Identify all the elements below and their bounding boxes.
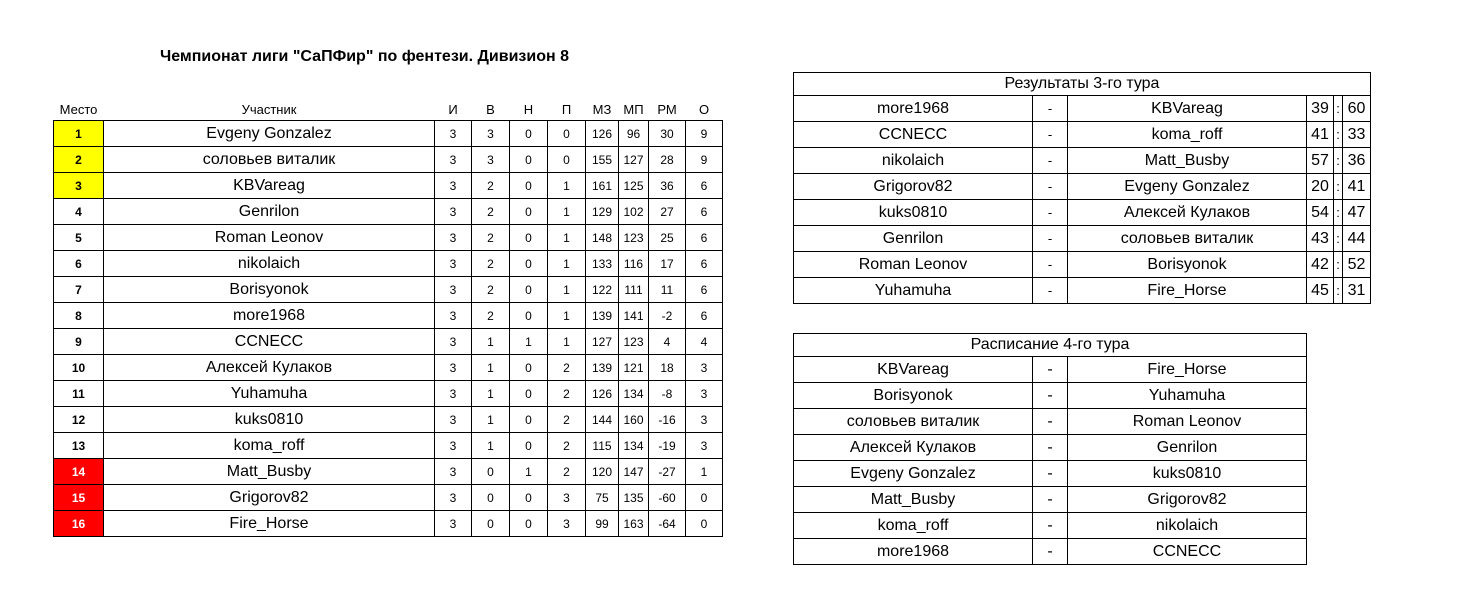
home-team: nikolaich (794, 148, 1033, 174)
draws-cell: 0 (510, 225, 548, 251)
dash-separator: - (1033, 539, 1068, 565)
scored-cell: 120 (586, 459, 619, 485)
away-score: 41 (1343, 174, 1371, 200)
losses-cell: 0 (548, 121, 586, 147)
losses-cell: 3 (548, 511, 586, 537)
participant-name: Genrilon (104, 199, 435, 225)
standings-row (54, 121, 723, 147)
scored-cell: 139 (586, 355, 619, 381)
conceded-cell: 147 (619, 459, 649, 485)
games-cell: 3 (435, 329, 472, 355)
header-points: О (698, 101, 710, 117)
wins-cell: 1 (472, 407, 510, 433)
difference-cell: -19 (649, 433, 686, 459)
away-team: Fire_Horse (1068, 278, 1307, 304)
home-team: соловьев виталик (794, 409, 1033, 435)
home-score: 43 (1307, 226, 1334, 252)
draws-cell: 0 (510, 173, 548, 199)
results-title: Результаты 3-го тура (794, 73, 1371, 96)
games-cell: 3 (435, 381, 472, 407)
standings-row (54, 147, 723, 173)
difference-cell: 11 (649, 277, 686, 303)
standings-table (53, 98, 723, 537)
points-cell: 3 (686, 355, 723, 381)
conceded-cell: 96 (619, 121, 649, 147)
away-team: KBVareag (1068, 96, 1307, 122)
result-row (794, 96, 1371, 122)
draws-cell: 0 (510, 433, 548, 459)
score-colon: : (1334, 200, 1343, 226)
home-team: kuks0810 (794, 200, 1033, 226)
wins-cell: 2 (472, 277, 510, 303)
losses-cell: 3 (548, 485, 586, 511)
points-cell: 6 (686, 251, 723, 277)
away-score: 33 (1343, 122, 1371, 148)
games-cell: 3 (435, 121, 472, 147)
participant-name: соловьев виталик (104, 147, 435, 173)
schedule-row (794, 357, 1307, 383)
conceded-cell: 121 (619, 355, 649, 381)
points-cell: 4 (686, 329, 723, 355)
away-team: Grigorov82 (1068, 487, 1307, 513)
dash-separator: - (1033, 513, 1068, 539)
difference-cell: 28 (649, 147, 686, 173)
difference-cell: -27 (649, 459, 686, 485)
draws-cell: 0 (510, 381, 548, 407)
away-team: Evgeny Gonzalez (1068, 174, 1307, 200)
standings-row (54, 277, 723, 303)
conceded-cell: 102 (619, 199, 649, 225)
wins-cell: 0 (472, 459, 510, 485)
place-cell: 4 (54, 199, 104, 225)
points-cell: 0 (686, 511, 723, 537)
conceded-cell: 111 (619, 277, 649, 303)
schedule-title: Расписание 4-го тура (794, 334, 1307, 357)
dash-separator: - (1033, 148, 1068, 174)
conceded-cell: 134 (619, 433, 649, 459)
schedule-row (794, 539, 1307, 565)
away-score: 60 (1343, 96, 1371, 122)
header-scored: МЗ (592, 101, 612, 117)
games-cell: 3 (435, 355, 472, 381)
draws-cell: 0 (510, 199, 548, 225)
conceded-cell: 141 (619, 303, 649, 329)
home-score: 42 (1307, 252, 1334, 278)
games-cell: 3 (435, 407, 472, 433)
place-cell: 12 (54, 407, 104, 433)
home-team: Borisyonok (794, 383, 1033, 409)
header-wins: В (486, 101, 495, 117)
away-team: соловьев виталик (1068, 226, 1307, 252)
header-draws: Н (523, 101, 534, 117)
away-team: nikolaich (1068, 513, 1307, 539)
away-team: kuks0810 (1068, 461, 1307, 487)
conceded-cell: 127 (619, 147, 649, 173)
scored-cell: 122 (586, 277, 619, 303)
difference-cell: 18 (649, 355, 686, 381)
conceded-cell: 160 (619, 407, 649, 433)
result-row (794, 122, 1371, 148)
points-cell: 0 (686, 485, 723, 511)
points-cell: 9 (686, 121, 723, 147)
header-games: И (448, 101, 458, 117)
games-cell: 3 (435, 251, 472, 277)
schedule-row (794, 383, 1307, 409)
losses-cell: 1 (548, 329, 586, 355)
home-team: Evgeny Gonzalez (794, 461, 1033, 487)
schedule-row (794, 487, 1307, 513)
games-cell: 3 (435, 277, 472, 303)
draws-cell: 0 (510, 407, 548, 433)
standings-row (54, 511, 723, 537)
wins-cell: 1 (472, 381, 510, 407)
score-colon: : (1334, 96, 1343, 122)
standings-row (54, 433, 723, 459)
schedule-title-row (794, 334, 1307, 357)
scored-cell: 144 (586, 407, 619, 433)
schedule-row (794, 461, 1307, 487)
games-cell: 3 (435, 225, 472, 251)
away-score: 52 (1343, 252, 1371, 278)
scored-cell: 127 (586, 329, 619, 355)
standings-row (54, 303, 723, 329)
losses-cell: 2 (548, 407, 586, 433)
participant-name: Fire_Horse (104, 511, 435, 537)
result-row (794, 148, 1371, 174)
away-team: Matt_Busby (1068, 148, 1307, 174)
standings-row (54, 173, 723, 199)
schedule-row (794, 513, 1307, 539)
participant-name: Roman Leonov (104, 225, 435, 251)
participant-name: kuks0810 (104, 407, 435, 433)
participant-name: CCNECC (104, 329, 435, 355)
away-team: Yuhamuha (1068, 383, 1307, 409)
home-team: koma_roff (794, 513, 1033, 539)
points-cell: 6 (686, 199, 723, 225)
dash-separator: - (1033, 174, 1068, 200)
score-colon: : (1334, 148, 1343, 174)
schedule-row (794, 409, 1307, 435)
difference-cell: 27 (649, 199, 686, 225)
difference-cell: -60 (649, 485, 686, 511)
participant-name: Evgeny Gonzalez (104, 121, 435, 147)
dash-separator: - (1033, 435, 1068, 461)
standings-row (54, 329, 723, 355)
place-cell: 7 (54, 277, 104, 303)
wins-cell: 3 (472, 147, 510, 173)
home-team: Yuhamuha (794, 278, 1033, 304)
games-cell: 3 (435, 485, 472, 511)
dash-separator: - (1033, 122, 1068, 148)
dash-separator: - (1033, 461, 1068, 487)
participant-name: Grigorov82 (104, 485, 435, 511)
difference-cell: 25 (649, 225, 686, 251)
home-team: KBVareag (794, 357, 1033, 383)
difference-cell: 17 (649, 251, 686, 277)
place-cell: 5 (54, 225, 104, 251)
scored-cell: 139 (586, 303, 619, 329)
away-team: Алексей Кулаков (1068, 200, 1307, 226)
away-score: 36 (1343, 148, 1371, 174)
draws-cell: 0 (510, 355, 548, 381)
wins-cell: 0 (472, 511, 510, 537)
home-team: Genrilon (794, 226, 1033, 252)
round-3-results-table (793, 72, 1371, 304)
home-score: 39 (1307, 96, 1334, 122)
home-score: 57 (1307, 148, 1334, 174)
wins-cell: 2 (472, 173, 510, 199)
wins-cell: 1 (472, 433, 510, 459)
place-cell: 9 (54, 329, 104, 355)
participant-name: KBVareag (104, 173, 435, 199)
difference-cell: 4 (649, 329, 686, 355)
home-team: CCNECC (794, 122, 1033, 148)
standings-row (54, 381, 723, 407)
scored-cell: 155 (586, 147, 619, 173)
home-team: more1968 (794, 539, 1033, 565)
wins-cell: 3 (472, 121, 510, 147)
results-title-row (794, 73, 1371, 96)
conceded-cell: 123 (619, 225, 649, 251)
home-team: more1968 (794, 96, 1033, 122)
wins-cell: 2 (472, 225, 510, 251)
losses-cell: 2 (548, 381, 586, 407)
scored-cell: 148 (586, 225, 619, 251)
losses-cell: 1 (548, 303, 586, 329)
difference-cell: -64 (649, 511, 686, 537)
scored-cell: 126 (586, 121, 619, 147)
standings-row (54, 485, 723, 511)
standings-row (54, 407, 723, 433)
home-score: 41 (1307, 122, 1334, 148)
standings-row (54, 459, 723, 485)
losses-cell: 1 (548, 277, 586, 303)
result-row (794, 278, 1371, 304)
draws-cell: 1 (510, 459, 548, 485)
draws-cell: 0 (510, 485, 548, 511)
standings-row (54, 225, 723, 251)
header-place: Место (59, 101, 98, 117)
losses-cell: 1 (548, 225, 586, 251)
page-title: Чемпионат лиги "СаПФир" по фентези. Дивизион 8 (160, 48, 569, 65)
standings-row (54, 199, 723, 225)
draws-cell: 0 (510, 303, 548, 329)
games-cell: 3 (435, 511, 472, 537)
away-score: 44 (1343, 226, 1371, 252)
points-cell: 9 (686, 147, 723, 173)
result-row (794, 252, 1371, 278)
home-team: Grigorov82 (794, 174, 1033, 200)
draws-cell: 0 (510, 121, 548, 147)
dash-separator: - (1033, 226, 1068, 252)
difference-cell: -2 (649, 303, 686, 329)
losses-cell: 1 (548, 251, 586, 277)
result-row (794, 200, 1371, 226)
away-team: Genrilon (1068, 435, 1307, 461)
header-losses: П (561, 101, 572, 117)
conceded-cell: 123 (619, 329, 649, 355)
scored-cell: 126 (586, 381, 619, 407)
wins-cell: 1 (472, 329, 510, 355)
away-team: Borisyonok (1068, 252, 1307, 278)
dash-separator: - (1033, 383, 1068, 409)
conceded-cell: 135 (619, 485, 649, 511)
place-cell: 14 (54, 459, 104, 485)
losses-cell: 2 (548, 433, 586, 459)
draws-cell: 1 (510, 329, 548, 355)
participant-name: koma_roff (104, 433, 435, 459)
place-cell: 1 (54, 121, 104, 147)
points-cell: 6 (686, 277, 723, 303)
dash-separator: - (1033, 96, 1068, 122)
home-team: Алексей Кулаков (794, 435, 1033, 461)
scored-cell: 161 (586, 173, 619, 199)
dash-separator: - (1033, 278, 1068, 304)
games-cell: 3 (435, 147, 472, 173)
participant-name: Yuhamuha (104, 381, 435, 407)
points-cell: 3 (686, 433, 723, 459)
place-cell: 16 (54, 511, 104, 537)
difference-cell: 36 (649, 173, 686, 199)
difference-cell: 30 (649, 121, 686, 147)
participant-name: more1968 (104, 303, 435, 329)
place-cell: 13 (54, 433, 104, 459)
participant-name: Алексей Кулаков (104, 355, 435, 381)
dash-separator: - (1033, 409, 1068, 435)
games-cell: 3 (435, 459, 472, 485)
standings-row (54, 355, 723, 381)
conceded-cell: 134 (619, 381, 649, 407)
losses-cell: 1 (548, 199, 586, 225)
score-colon: : (1334, 252, 1343, 278)
points-cell: 3 (686, 407, 723, 433)
conceded-cell: 163 (619, 511, 649, 537)
wins-cell: 2 (472, 303, 510, 329)
dash-separator: - (1033, 357, 1068, 383)
score-colon: : (1334, 226, 1343, 252)
dash-separator: - (1033, 200, 1068, 226)
score-colon: : (1334, 278, 1343, 304)
result-row (794, 174, 1371, 200)
home-team: Roman Leonov (794, 252, 1033, 278)
schedule-row (794, 435, 1307, 461)
losses-cell: 0 (548, 147, 586, 173)
scored-cell: 129 (586, 199, 619, 225)
away-team: CCNECC (1068, 539, 1307, 565)
draws-cell: 0 (510, 511, 548, 537)
result-row (794, 226, 1371, 252)
games-cell: 3 (435, 173, 472, 199)
difference-cell: -16 (649, 407, 686, 433)
place-cell: 8 (54, 303, 104, 329)
wins-cell: 2 (472, 251, 510, 277)
away-score: 31 (1343, 278, 1371, 304)
place-cell: 2 (54, 147, 104, 173)
losses-cell: 2 (548, 355, 586, 381)
place-cell: 3 (54, 173, 104, 199)
header-difference: РМ (657, 101, 677, 117)
participant-name: Matt_Busby (104, 459, 435, 485)
points-cell: 3 (686, 381, 723, 407)
round-4-schedule-table (793, 333, 1307, 565)
home-team: Matt_Busby (794, 487, 1033, 513)
place-cell: 6 (54, 251, 104, 277)
scored-cell: 115 (586, 433, 619, 459)
participant-name: nikolaich (104, 251, 435, 277)
place-cell: 10 (54, 355, 104, 381)
dash-separator: - (1033, 252, 1068, 278)
dash-separator: - (1033, 487, 1068, 513)
wins-cell: 2 (472, 199, 510, 225)
participant-name: Borisyonok (104, 277, 435, 303)
conceded-cell: 116 (619, 251, 649, 277)
score-colon: : (1334, 122, 1343, 148)
place-cell: 15 (54, 485, 104, 511)
away-team: koma_roff (1068, 122, 1307, 148)
wins-cell: 0 (472, 485, 510, 511)
difference-cell: -8 (649, 381, 686, 407)
draws-cell: 0 (510, 251, 548, 277)
home-score: 54 (1307, 200, 1334, 226)
header-participant: Участник (241, 101, 297, 117)
home-score: 45 (1307, 278, 1334, 304)
games-cell: 3 (435, 303, 472, 329)
scored-cell: 99 (586, 511, 619, 537)
points-cell: 6 (686, 173, 723, 199)
conceded-cell: 125 (619, 173, 649, 199)
score-colon: : (1334, 174, 1343, 200)
points-cell: 6 (686, 225, 723, 251)
losses-cell: 2 (548, 459, 586, 485)
away-score: 47 (1343, 200, 1371, 226)
games-cell: 3 (435, 433, 472, 459)
draws-cell: 0 (510, 277, 548, 303)
scored-cell: 75 (586, 485, 619, 511)
away-team: Fire_Horse (1068, 357, 1307, 383)
away-team: Roman Leonov (1068, 409, 1307, 435)
home-score: 20 (1307, 174, 1334, 200)
standings-row (54, 251, 723, 277)
header-conceded: МП (623, 101, 644, 117)
scored-cell: 133 (586, 251, 619, 277)
draws-cell: 0 (510, 147, 548, 173)
standings-header-row (54, 98, 723, 121)
losses-cell: 1 (548, 173, 586, 199)
wins-cell: 1 (472, 355, 510, 381)
points-cell: 6 (686, 303, 723, 329)
place-cell: 11 (54, 381, 104, 407)
points-cell: 1 (686, 459, 723, 485)
games-cell: 3 (435, 199, 472, 225)
